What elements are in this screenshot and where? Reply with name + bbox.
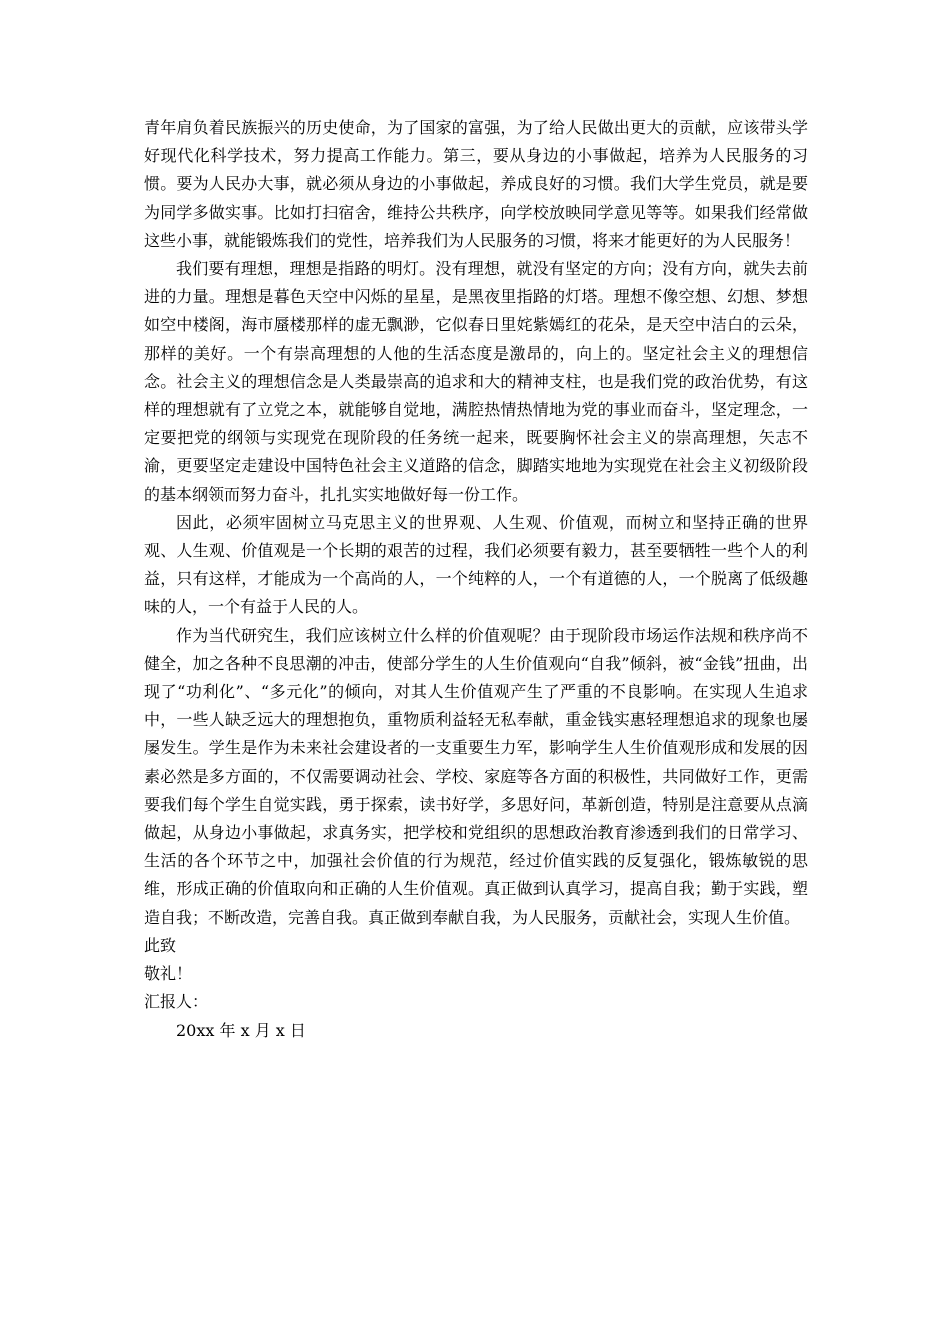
document-page bbox=[144, 114, 808, 1045]
reporter-label: 汇报人： bbox=[144, 992, 209, 1012]
closing-salutation-1: 此致 bbox=[144, 935, 177, 955]
body-paragraph-2: 我们要有理想，理想是指路的明灯。没有理想，就没有坚定的方向；没有方向，就失去前进的力量。理想是暮色天空中闪烁的星星，是黑夜里指路的灯塔。理想不像空想、幻想、梦想如空中楼阁，海市蜃楼那样的虚无飘渺，它似春日里姹紫嫣红的花朵，是天空中洁白的云朵，那样的美好。一个有崇高理想的人他的生活态度是激昂的，向上的。坚定社会主义的理想信念。社会主义的理想信念是人类最崇高的追求和大的精神支柱，也是我们党的政治优势，有这样的理想就有了立党之本，就能够自觉地，满腔热情热情地为党的事业而奋斗，坚定理念，一定要把党的纲领与实现党在现阶段的任务统一起来，既要胸怀社会主义的崇高理想，矢志不渝，更要坚定走建设中国特色社会主义道路的信念，脚踏实地地为实现党在社会主义初级阶段的基本纲领而努力奋斗，扎扎实实地做好每一份工作。 bbox=[144, 259, 808, 504]
body-paragraph-4: 作为当代研究生，我们应该树立什么样的价值观呢？由于现阶段市场运作法规和秩序尚不健全，加之各种不良思潮的冲击，使部分学生的人生价值观向“自我”倾斜，被“金钱”扭曲，出现了“功利化”、“多元化”的倾向，对其人生价值观产生了严重的不良影响。在实现人生追求中，一些人缺乏远大的理想抱负，重物质利益轻无私奉献，重金钱实惠轻理想追求的现象也屡屡发生。学生是作为未来社会建设者的一支重要生力军，影响学生人生价值观形成和发展的因素必然是多方面的，不仅需要调动社会、学校、家庭等各方面的积极性，共同做好工作，更需要我们每个学生自觉实践，勇于探索，读书好学，多思好问，革新创造，特别是注意要从点滴做起，从身边小事做起，求真务实，把学校和党组织的思想政治教育渗透到我们的日常学习、生活的各个环节之中，加强社会价值的行为规范，经过价值实践的反复强化，锻炼敏锐的思维，形成正确的价值取向和正确的人生价值观。真正做到认真学习，提高自我；勤于实践，塑造自我；不断改造，完善自我。真正做到奉献自我，为人民服务，贡献社会，实现人生价值。 bbox=[144, 625, 808, 927]
body-paragraph-1: 青年肩负着民族振兴的历史使命，为了国家的富强，为了给人民做出更大的贡献，应该带头学好现代化科学技术，努力提高工作能力。第三，要从身边的小事做起，培养为人民服务的习惯。要为人民办大事，就必须从身边的小事做起，养成良好的习惯。我们大学生党员，就是要为同学多做实事。比如打扫宿舍，维持公共秩序，向学校放映同学意见等等。如果我们经常做这些小事，就能锻炼我们的党性，培养我们为人民服务的习惯，将来才能更好的为人民服务！ bbox=[144, 118, 808, 250]
report-date: 20xx 年 x 月 x 日 bbox=[176, 1020, 306, 1040]
closing-salutation-2: 敬礼！ bbox=[144, 964, 193, 984]
body-paragraph-3: 因此，必须牢固树立马克思主义的世界观、人生观、价值观，而树立和坚持正确的世界观、人生观、价值观是一个长期的艰苦的过程，我们必须要有毅力，甚至要牺牲一些个人的利益，只有这样，才能成为一个高尚的人，一个纯粹的人，一个有道德的人，一个脱离了低级趣味的人，一个有益于人民的人。 bbox=[144, 512, 808, 617]
